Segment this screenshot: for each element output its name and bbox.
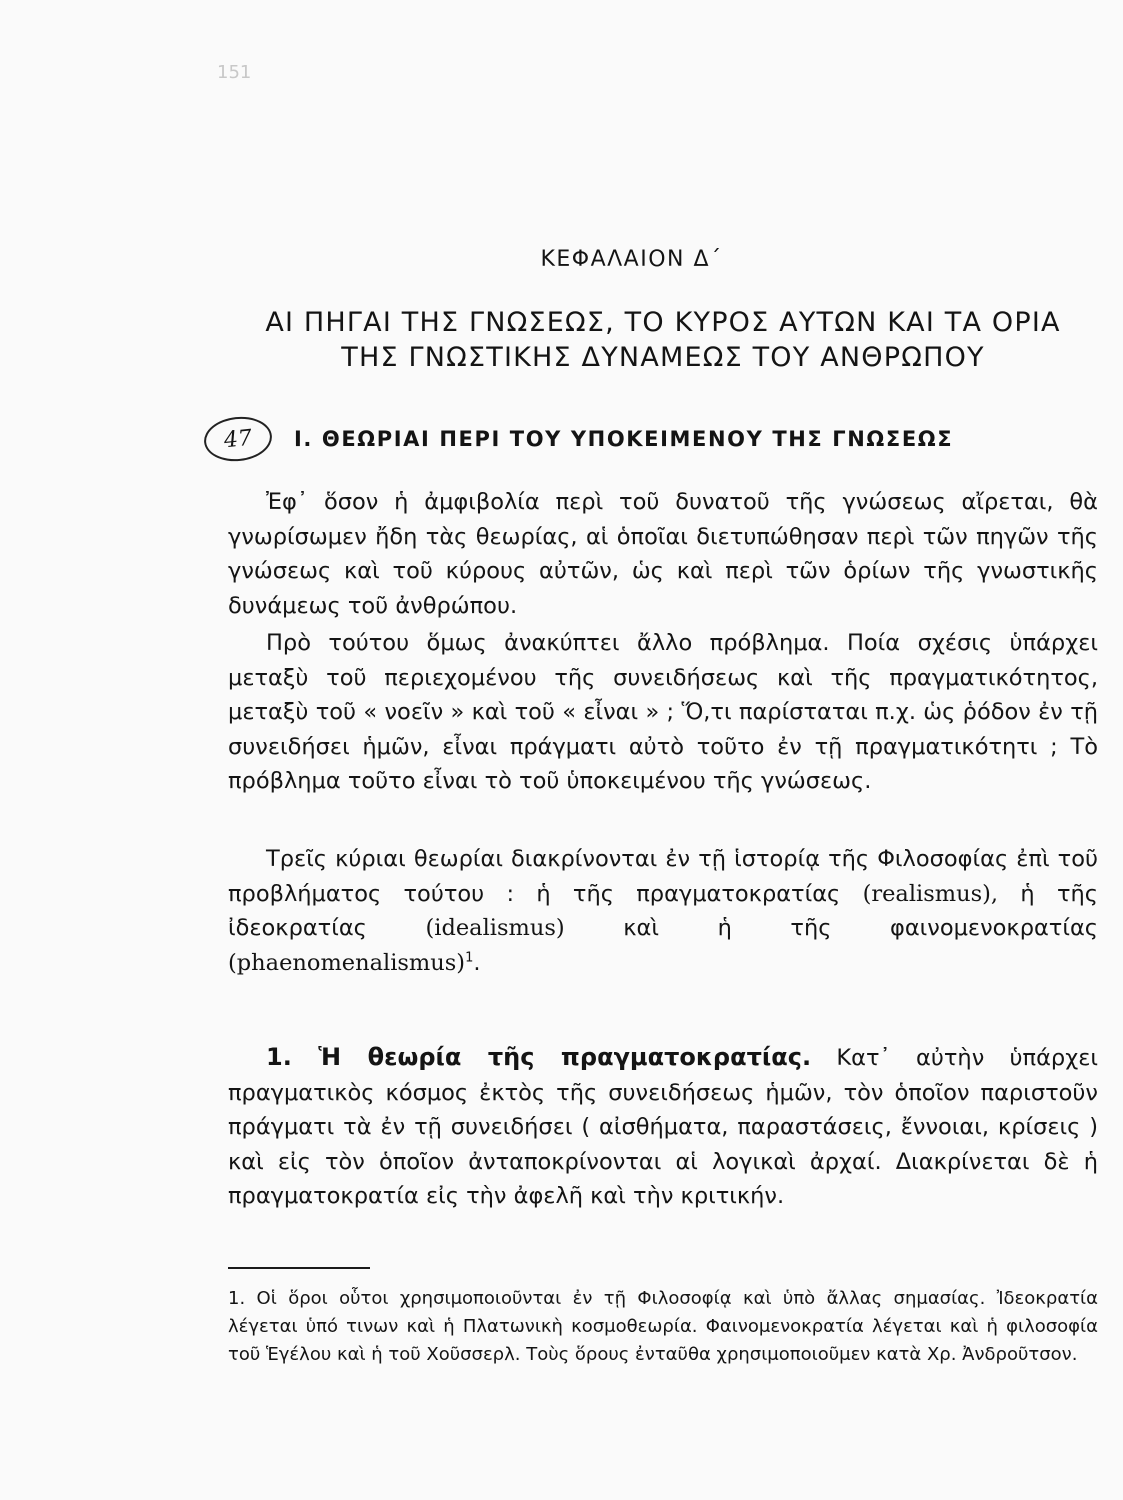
p3-text-b: ἡ τῆς ἰδεοκρατίας	[228, 880, 1098, 941]
footnote-marker: 1	[465, 950, 474, 965]
paragraph-2-text: Πρὸ τούτου ὅμως ἀνακύπτει ἄλλο πρόβλημα. Ποία σχέσις ὑπάρχει μεταξὺ τοῦ περιεχομένου τῆς συνειδήσεως καὶ τῆς πραγματικότητος, μεταξὺ τοῦ « νοεῖν » καὶ τοῦ « εἶναι » ; Ὅ,τι παρίσταται π.χ. ὡς ῥόδον ἐν τῇ συνειδήσει ἡμῶν, εἶναι πράγματι αὐτὸ τοῦτο ἐν τῇ πραγματικότητι ; Τὸ πρόβλημα τοῦτο εἶναι τὸ τοῦ ὑποκειμένου τῆς γνώσεως.	[228, 630, 1098, 794]
p3-latin-phaenomenalismus: (phaenomenalismus)	[228, 949, 466, 976]
subsection-heading: 1. Ἡ θεωρία τῆς πραγματοκρατίας.	[266, 1043, 812, 1071]
p3-text-c: καὶ ἡ τῆς φαινομενοκρατίας	[623, 915, 1099, 941]
chapter-label: ΚΕΦΑΛΑΙΟΝ Δ΄	[540, 247, 723, 272]
section-heading: Ι. ΘΕΩΡΙΑΙ ΠΕΡΙ ΤΟΥ ΥΠΟΚΕΙΜΕΝΟΥ ΤΗΣ ΓΝΩΣΕΩΣ	[294, 427, 954, 451]
paragraph-4	[228, 1040, 1098, 1214]
paragraph-1-text: Ἐφ᾽ ὅσον ἡ ἀμφιβολία περὶ τοῦ δυνατοῦ τῆς γνώσεως αἴρεται, θὰ γνωρίσωμεν ἤδη τὰς θεωρίας, αἱ ὁποῖαι διετυπώθησαν περὶ τῶν πηγῶν τῆς γνώσεως καὶ τοῦ κύρους αὐτῶν, ὡς καὶ περὶ τῶν ὁρίων τῆς γνωστικῆς δυνάμεως τοῦ ἀνθρώπου.	[228, 489, 1098, 619]
chapter-title-line-2: ΤΗΣ ΓΝΩΣΤΙΚΗΣ ΔΥΝΑΜΕΩΣ ΤΟΥ ΑΝΘΡΩΠΟΥ	[341, 342, 985, 373]
p4-text: Κατ᾽ αὐτὴν ὑπάρχει πραγματικὸς κόσμος ἐκτὸς τῆς συνειδήσεως ἡμῶν, τὸν ὁποῖον παριστοῦν πράγματι τὰ ἐν τῇ συνειδήσει ( αἰσθήματα, παραστάσεις, ἔννοιαι, κρίσεις ) καὶ εἰς τὸν ὁποῖον ἀνταποκρίνονται αἱ λογικαὶ ἀρχαί. Διακρίνεται δὲ ἡ πραγματοκρατία εἰς τὴν ἀφελῆ καὶ τὴν κριτικήν.	[228, 1045, 1098, 1209]
p3-end: .	[473, 949, 481, 976]
paragraph-3	[228, 842, 1098, 980]
paragraph-2	[228, 626, 1098, 799]
handwritten-circled-note: 47	[202, 414, 274, 465]
p3-text-a: Τρεῖς κύριαι θεωρίαι διακρίνονται ἐν τῇ ἱστορίᾳ τῆς Φιλοσοφίας ἐπὶ τοῦ προβλήματος τούτου : ἡ τῆς πραγματοκρατίας	[228, 846, 1098, 907]
footnote-text: 1. Οἱ ὅροι οὗτοι χρησιμοποιοῦνται ἐν τῇ Φιλοσοφίᾳ καὶ ὑπὸ ἄλλας σημασίας. Ἰδεοκρατία λέγεται ὑπό τινων καὶ ἡ Πλατωνικὴ κοσμοθεωρία. Φαινομενοκρατία λέγεται καὶ ἡ φιλοσοφία τοῦ Ἑγέλου καὶ ἡ τοῦ Χοῦσσερλ. Τοὺς ὅρους ἐνταῦθα χρησιμοποιοῦμεν κατὰ Χρ. Ἀνδροῦτσον.	[228, 1288, 1098, 1365]
section-heading-row	[204, 415, 953, 463]
p3-latin-idealismus: (idealismus)	[425, 915, 565, 941]
paragraph-4-text	[228, 1040, 1098, 1214]
paragraph-3-text	[228, 842, 1098, 980]
bleed-through-page-number: 151	[217, 62, 252, 83]
footnote-rule	[228, 1267, 370, 1269]
footnote	[228, 1285, 1098, 1369]
chapter-title-line-1: ΑΙ ΠΗΓΑΙ ΤΗΣ ΓΝΩΣΕΩΣ, ΤΟ ΚΥΡΟΣ ΑΥΤΩΝ ΚΑΙ ΤΑ ΟΡΙΑ	[265, 307, 1061, 338]
paragraph-1	[228, 485, 1098, 623]
p3-latin-realismus: (realismus),	[862, 880, 999, 907]
